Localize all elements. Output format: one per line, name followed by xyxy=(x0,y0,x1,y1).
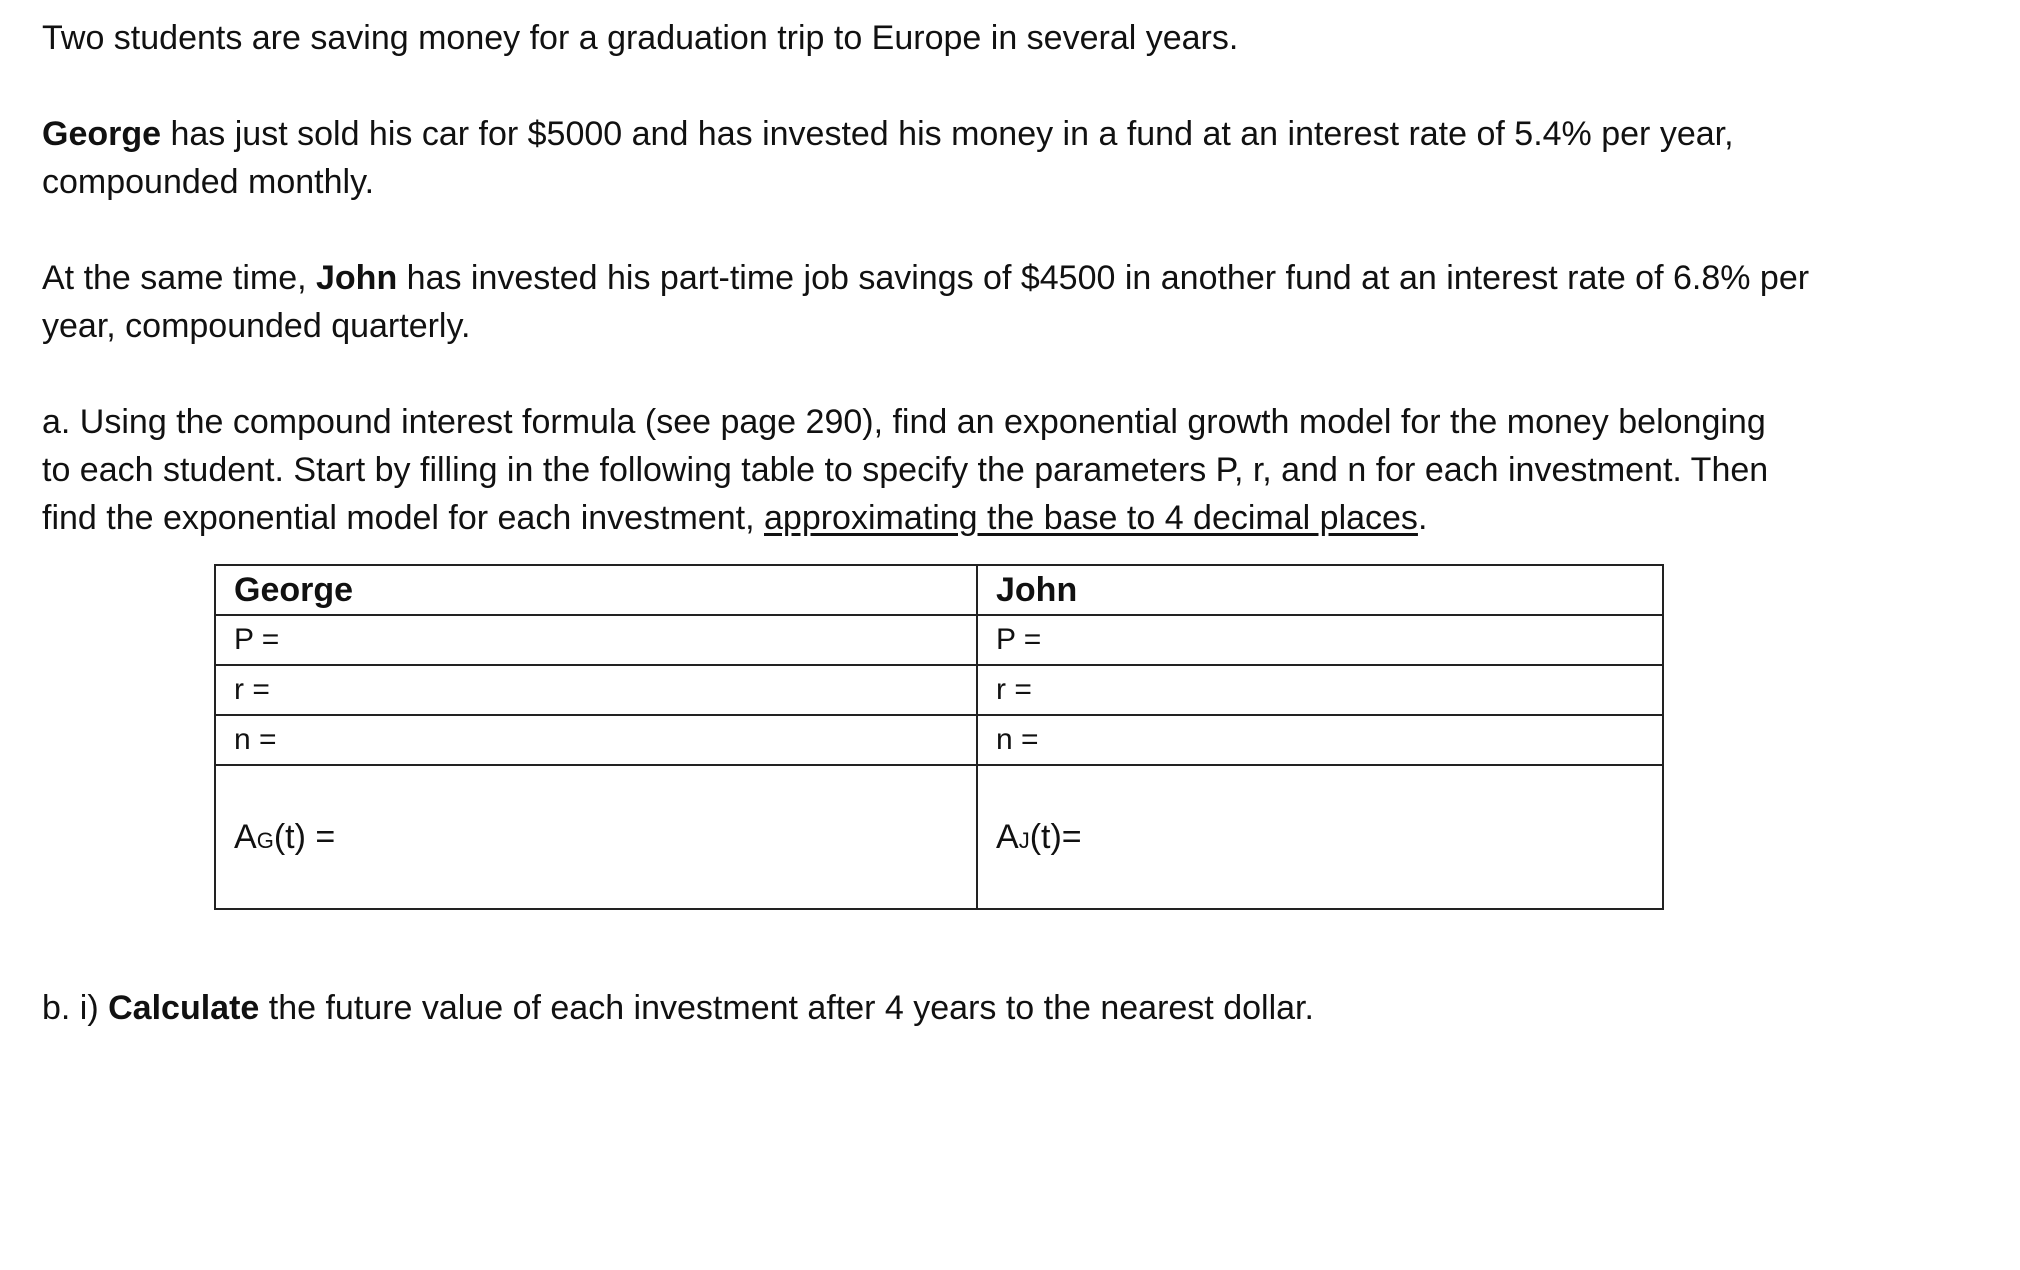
george-r-cell[interactable]: r = xyxy=(215,665,977,715)
george-n-cell[interactable]: n = xyxy=(215,715,977,765)
george-model-cell[interactable] xyxy=(215,765,977,909)
george-model-rest: (t) = xyxy=(273,817,336,856)
john-model-subscript: J xyxy=(1018,827,1030,853)
part-b-text: the future value of each investment after 4 years to the nearest dollar. xyxy=(259,989,1314,1027)
problem-text xyxy=(42,14,1982,542)
george-model-base: A xyxy=(234,817,257,856)
john-p-cell[interactable]: P = xyxy=(977,615,1663,665)
george-header: George xyxy=(215,565,977,615)
part-a-line2: to each student. Start by filling in the following table to specify the parameters P, r, and n for each investment. Then xyxy=(42,451,1769,489)
parameters-table xyxy=(214,564,1664,910)
part-a-period: . xyxy=(1417,499,1428,537)
george-p-cell[interactable]: P = xyxy=(215,615,977,665)
part-a-paragraph xyxy=(42,398,1982,542)
george-text-line2: compounded monthly. xyxy=(42,163,375,201)
intro-text: Two students are saving money for a graduation trip to Europe in several years. xyxy=(42,19,1239,57)
george-model-subscript: G xyxy=(256,827,274,853)
part-a-line1: a. Using the compound interest formula (see page 290), find an exponential growth model for the money belonging xyxy=(42,403,1766,441)
john-name: John xyxy=(316,259,398,297)
part-a-line3: find the exponential model for each investment, xyxy=(42,499,764,537)
john-header: John xyxy=(977,565,1663,615)
john-r-cell[interactable]: r = xyxy=(977,665,1663,715)
john-lead: At the same time, xyxy=(42,259,316,297)
john-model-rest: (t)= xyxy=(1029,817,1082,856)
john-text-line2: year, compounded quarterly. xyxy=(42,307,471,345)
john-paragraph xyxy=(42,254,1982,350)
table-row xyxy=(215,615,1663,665)
john-n-cell[interactable]: n = xyxy=(977,715,1663,765)
george-paragraph xyxy=(42,110,1982,206)
john-model-base: A xyxy=(996,817,1019,856)
table-model-row xyxy=(215,765,1663,909)
table-row xyxy=(215,665,1663,715)
george-name: George xyxy=(42,115,162,153)
part-b-bold: Calculate xyxy=(108,989,260,1027)
table-row xyxy=(215,715,1663,765)
george-text-line1: has just sold his car for $5000 and has invested his money in a fund at an interest rate of 5.4% per year, xyxy=(161,115,1734,153)
part-a-underlined: approximating the base to 4 decimal places xyxy=(764,499,1418,537)
john-model-cell[interactable] xyxy=(977,765,1663,909)
part-b-lead: b. i) xyxy=(42,989,109,1027)
intro-paragraph xyxy=(42,14,1982,62)
table-header-row xyxy=(215,565,1663,615)
john-text-line1: has invested his part-time job savings of $4500 in another fund at an interest rate of 6.8% per xyxy=(397,259,1810,297)
part-b-paragraph xyxy=(42,984,1314,1032)
